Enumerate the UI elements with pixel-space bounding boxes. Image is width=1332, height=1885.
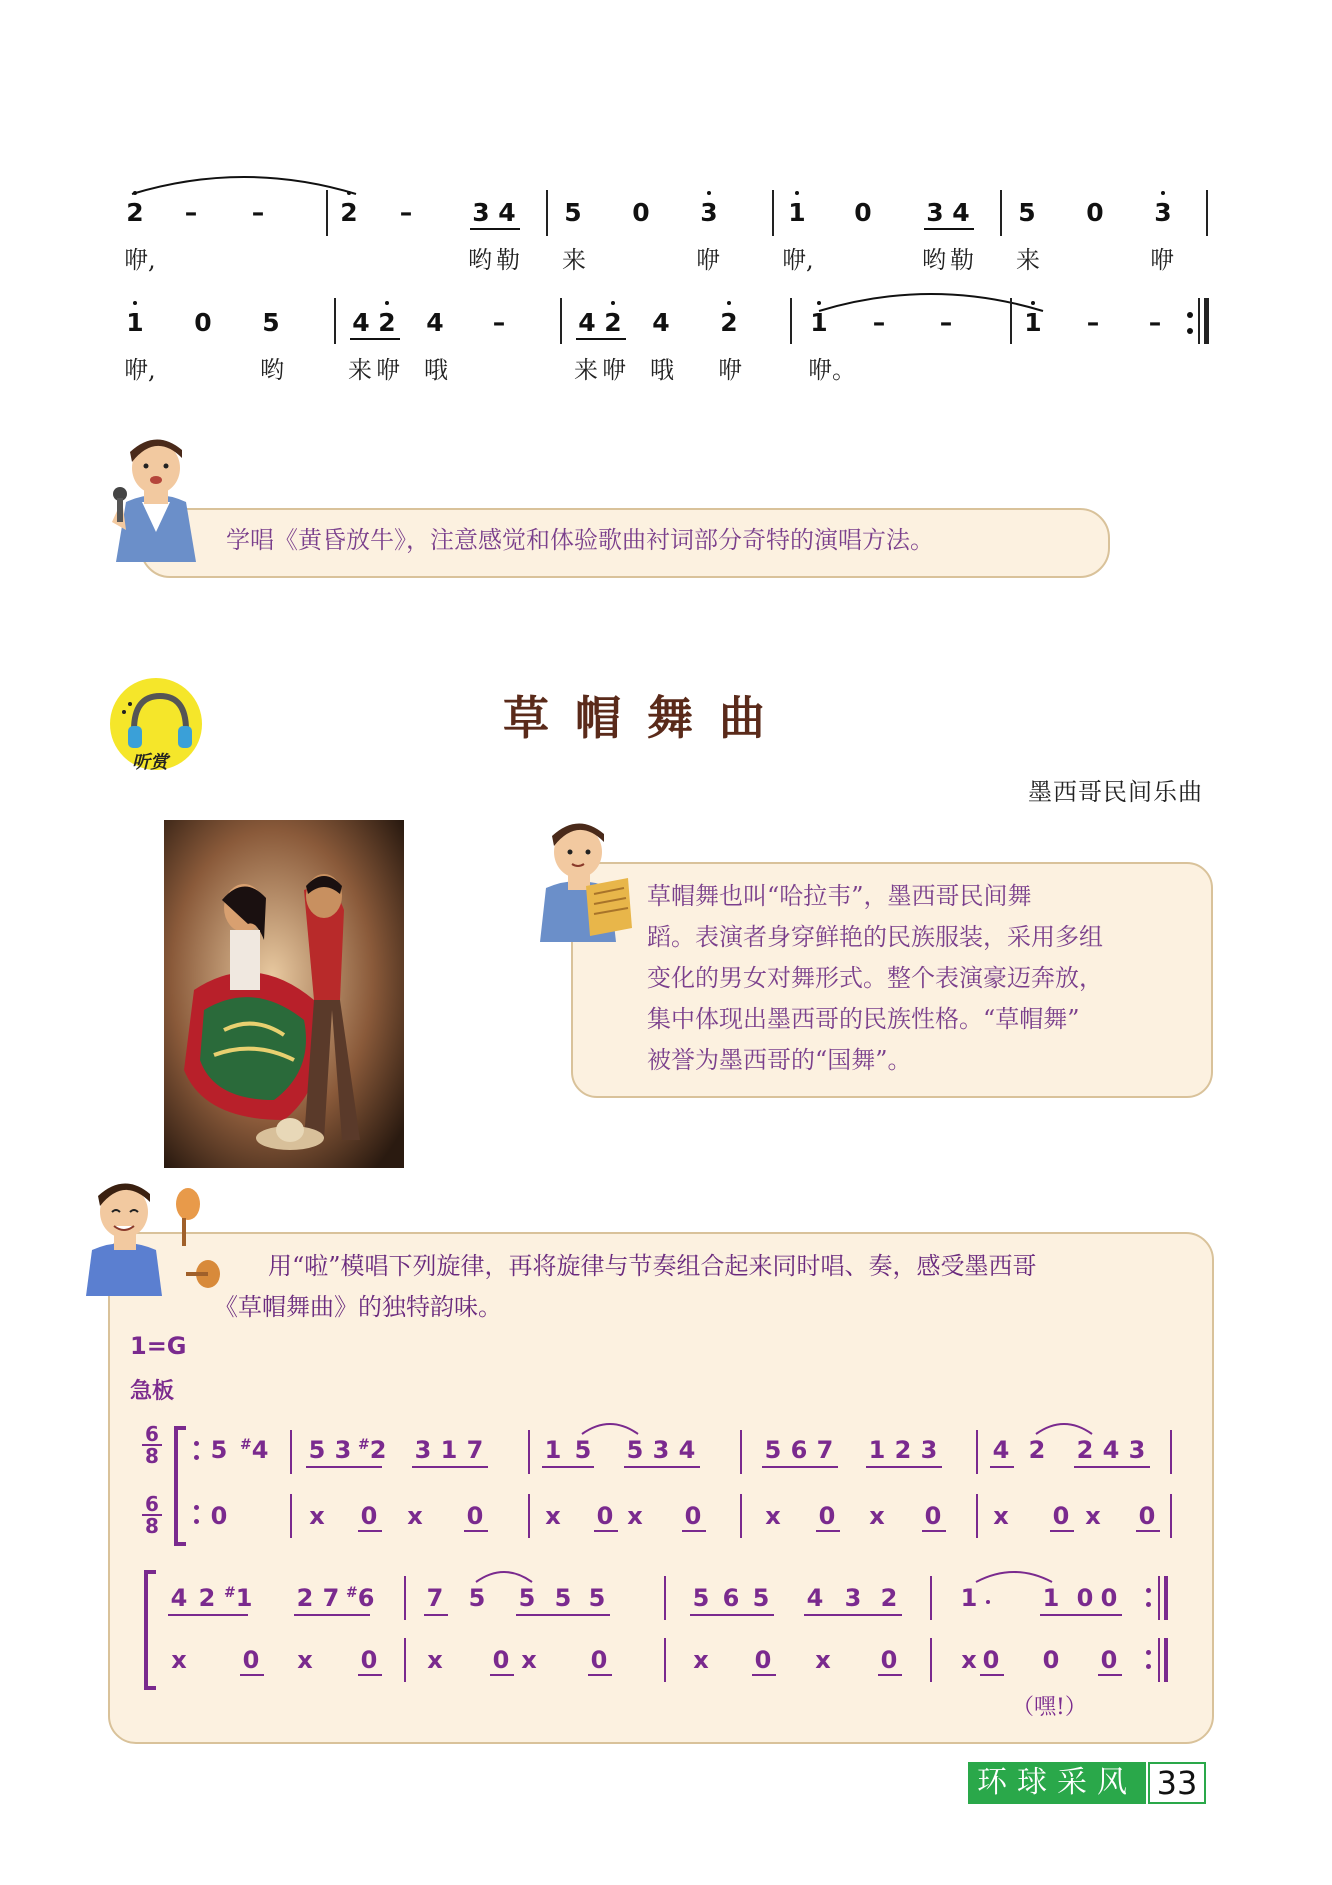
info-line: 集中体现出墨西哥的民族性格。“草帽舞” — [647, 1005, 1080, 1033]
listen-badge-label: 听赏 — [132, 752, 168, 773]
beam — [682, 1530, 706, 1532]
note-dot — [385, 301, 389, 305]
beam — [294, 1614, 370, 1616]
note: 1 — [810, 308, 828, 337]
note: – — [492, 308, 506, 337]
note: x — [545, 1502, 561, 1530]
beam — [576, 338, 626, 340]
lyric: 来咿 — [574, 356, 630, 384]
lyric: 咿 — [696, 246, 720, 274]
note: 0 — [982, 1646, 1000, 1674]
lyric: 咿 — [718, 356, 742, 384]
note: 1 — [960, 1584, 978, 1612]
repeat-dot — [194, 1505, 199, 1510]
beam — [490, 1674, 514, 1676]
note: 0 — [1086, 198, 1104, 227]
repeat-dot — [1146, 1588, 1151, 1593]
info-line: 蹈。表演者身穿鲜艳的民族服装，采用多组 — [647, 923, 1103, 951]
beam — [470, 228, 520, 230]
note: – — [939, 308, 953, 337]
barline — [1158, 1576, 1160, 1620]
repeat-dot — [194, 1519, 199, 1524]
beam — [350, 338, 400, 340]
tie — [580, 1418, 640, 1436]
info-line: 草帽舞也叫“哈拉韦”，墨西哥民间舞 — [647, 882, 1032, 910]
barline — [1170, 1494, 1172, 1538]
beam — [412, 1466, 488, 1468]
final-barline — [1204, 298, 1209, 344]
barline — [740, 1494, 742, 1538]
note: 5 — [1018, 198, 1036, 227]
note-dot — [817, 301, 821, 305]
final-barline — [1164, 1638, 1168, 1682]
beam — [424, 1614, 448, 1616]
note: 0 — [854, 198, 872, 227]
note: 2 — [1028, 1436, 1046, 1464]
note: – — [872, 308, 886, 337]
note: 0 — [924, 1502, 942, 1530]
time-denominator: 8 — [145, 1514, 159, 1538]
note: 5 — [554, 1584, 572, 1612]
note: 2 — [604, 308, 622, 337]
note: 0 — [360, 1502, 378, 1530]
note-dot — [795, 191, 799, 195]
note: 2 — [378, 308, 396, 337]
note: 0 — [360, 1646, 378, 1674]
boy-reading-illustration — [532, 812, 632, 942]
repeat-dot — [1146, 1650, 1151, 1655]
note: 3 — [414, 1436, 432, 1464]
note: 5 — [564, 198, 582, 227]
barline — [560, 298, 562, 344]
note: 3 — [926, 198, 944, 227]
lyric: 咿, — [124, 246, 156, 274]
note: 0 — [492, 1646, 510, 1674]
beam — [1136, 1530, 1160, 1532]
lyric: 哟勒 — [468, 246, 524, 274]
beam — [816, 1530, 840, 1532]
note: 3 — [920, 1436, 938, 1464]
note: x — [297, 1646, 313, 1674]
barline — [790, 298, 792, 344]
note: #1 — [224, 1584, 253, 1612]
note: 4 — [426, 308, 444, 337]
tempo-marking: 急板 — [130, 1379, 175, 1404]
note: x — [765, 1502, 781, 1530]
note: 5 — [210, 1436, 228, 1464]
note: 7 — [816, 1436, 834, 1464]
note: 3 — [700, 198, 718, 227]
piece-title: 草帽舞曲 — [503, 691, 791, 745]
repeat-dot — [194, 1441, 199, 1446]
beam — [542, 1466, 594, 1468]
time-signature-rhythm — [142, 1494, 162, 1536]
note-dot — [1161, 191, 1165, 195]
note: #2 — [358, 1436, 387, 1464]
barline — [404, 1576, 406, 1620]
note-dot — [707, 191, 711, 195]
time-signature-melody — [142, 1424, 162, 1466]
note: 0 — [210, 1502, 228, 1530]
note-dot — [611, 301, 615, 305]
note: 0 — [194, 308, 212, 337]
barline — [290, 1430, 292, 1474]
beam — [980, 1674, 1004, 1676]
beam — [1098, 1674, 1122, 1676]
repeat-dot — [1187, 312, 1193, 318]
barline — [1198, 298, 1200, 344]
barline — [528, 1494, 530, 1538]
barline — [546, 190, 548, 236]
repeat-dot — [1187, 328, 1193, 334]
note: x — [627, 1502, 643, 1530]
note-dot — [133, 301, 137, 305]
final-barline — [1164, 1576, 1168, 1620]
boy-maracas-illustration — [72, 1176, 222, 1296]
lyric: 来咿 — [348, 356, 404, 384]
note: 2 — [126, 198, 144, 227]
lyric: 哟勒 — [922, 246, 978, 274]
note: 2 — [720, 308, 738, 337]
note: 2 — [894, 1436, 912, 1464]
tie — [974, 1566, 1054, 1584]
note: 5 — [468, 1584, 486, 1612]
exercise-instruction: 用“啦”模唱下列旋律，再将旋律与节奏组合起来同时唱、奏，感受墨西哥 — [268, 1252, 1037, 1280]
barline — [1170, 1430, 1172, 1474]
barline — [976, 1430, 978, 1474]
beam — [804, 1614, 902, 1616]
beam — [690, 1614, 774, 1616]
note: 3 — [1154, 198, 1172, 227]
note: 0 — [1100, 1646, 1118, 1674]
system-bracket — [172, 1426, 192, 1546]
note: 4 — [952, 198, 970, 227]
lyric: 哟 — [260, 356, 284, 384]
note: x — [693, 1646, 709, 1674]
beam — [878, 1674, 902, 1676]
barline — [326, 190, 328, 236]
repeat-dot — [1146, 1664, 1151, 1669]
note: 4 — [678, 1436, 696, 1464]
chapter-label: 环球采风 — [968, 1762, 1146, 1804]
info-line: 变化的男女对舞形式。整个表演豪迈奔放， — [647, 964, 1103, 992]
note: 0 — [818, 1502, 836, 1530]
note: 4 — [1102, 1436, 1120, 1464]
barline — [664, 1638, 666, 1682]
note: x — [427, 1646, 443, 1674]
lyric: 咿, — [782, 246, 814, 274]
note: 5 — [692, 1584, 710, 1612]
note: 5 — [262, 308, 280, 337]
exercise-instruction: 《草帽舞曲》的独特韵味。 — [214, 1293, 502, 1321]
note: x — [869, 1502, 885, 1530]
lyric: 来 — [562, 246, 586, 274]
note: 2 — [880, 1584, 898, 1612]
barline — [976, 1494, 978, 1538]
note: 0 — [466, 1502, 484, 1530]
note: 2 — [198, 1584, 216, 1612]
barline — [334, 298, 336, 344]
note: – — [184, 198, 198, 227]
page-number: 33 — [1148, 1762, 1206, 1804]
note: 3 — [472, 198, 490, 227]
piece-origin: 墨西哥民间乐曲 — [1028, 778, 1203, 806]
note: 4 — [992, 1436, 1010, 1464]
key-signature: 1=G — [130, 1332, 187, 1360]
note: x — [1085, 1502, 1101, 1530]
note: 2 — [1076, 1436, 1094, 1464]
note: 0 — [880, 1646, 898, 1674]
note-dot — [1031, 301, 1035, 305]
note: 1 — [544, 1436, 562, 1464]
barline — [664, 1576, 666, 1620]
time-numerator: 6 — [145, 1422, 159, 1446]
lyric: 咿, — [124, 356, 156, 384]
barline — [528, 1430, 530, 1474]
beam — [1050, 1530, 1074, 1532]
barline — [740, 1430, 742, 1474]
note: 3 — [844, 1584, 862, 1612]
beam — [866, 1466, 942, 1468]
shout-annotation: （嘿!） — [1012, 1695, 1087, 1720]
note: 0 — [754, 1646, 772, 1674]
note: 1 — [868, 1436, 886, 1464]
note: 0 — [1042, 1646, 1060, 1674]
beam — [1040, 1614, 1122, 1616]
note: 4 — [806, 1584, 824, 1612]
lyric: 咿 — [1150, 246, 1174, 274]
beam — [240, 1674, 264, 1676]
note: 0 — [242, 1646, 260, 1674]
beam — [358, 1674, 382, 1676]
note: 3 — [652, 1436, 670, 1464]
note: 0 — [1138, 1502, 1156, 1530]
info-line: 被誉为墨西哥的“国舞”。 — [647, 1046, 912, 1074]
beam — [1074, 1466, 1150, 1468]
repeat-dot — [1146, 1602, 1151, 1607]
barline — [404, 1638, 406, 1682]
note: x — [171, 1646, 187, 1674]
beam — [516, 1614, 610, 1616]
beam — [752, 1674, 776, 1676]
beam — [922, 1530, 946, 1532]
repeat-dot — [194, 1455, 199, 1460]
note: 5 — [308, 1436, 326, 1464]
note: 1 — [126, 308, 144, 337]
note-dot — [347, 191, 351, 195]
note: – — [1086, 308, 1100, 337]
note: 0 — [1076, 1584, 1094, 1612]
note: 4 — [578, 308, 596, 337]
note: x — [407, 1502, 423, 1530]
note: x — [815, 1646, 831, 1674]
beam — [306, 1466, 382, 1468]
note: 5 — [752, 1584, 770, 1612]
note: #4 — [240, 1436, 269, 1464]
lyric: 来 — [1016, 246, 1040, 274]
barline — [290, 1494, 292, 1538]
note: 2 — [340, 198, 358, 227]
note: 0 — [1100, 1584, 1118, 1612]
note-dot — [727, 301, 731, 305]
barline — [1206, 190, 1208, 236]
note: 1 — [1042, 1584, 1060, 1612]
note: 4 — [498, 198, 516, 227]
note: 3 — [334, 1436, 352, 1464]
beam — [990, 1466, 1014, 1468]
note: 5 — [518, 1584, 536, 1612]
lyric: 哦 — [650, 356, 674, 384]
lyric: 哦 — [424, 356, 448, 384]
note: 0 — [632, 198, 650, 227]
note: 4 — [170, 1584, 188, 1612]
note: x — [961, 1646, 977, 1674]
note: – — [251, 198, 265, 227]
barline — [930, 1638, 932, 1682]
note: 1 — [1024, 308, 1042, 337]
note: 7 — [322, 1584, 340, 1612]
barline — [1158, 1638, 1160, 1682]
note: 5 — [588, 1584, 606, 1612]
note: x — [309, 1502, 325, 1530]
boy-singing-illustration — [104, 432, 208, 562]
note: x — [993, 1502, 1009, 1530]
time-denominator: 8 — [145, 1444, 159, 1468]
note: 7 — [426, 1584, 444, 1612]
note: 4 — [352, 308, 370, 337]
note: 4 — [652, 308, 670, 337]
dance-painting-image — [164, 820, 404, 1168]
beam — [924, 228, 974, 230]
slur — [815, 283, 1047, 313]
note-dot — [133, 191, 137, 195]
barline — [930, 1576, 932, 1620]
beam — [168, 1614, 248, 1616]
note: 6 — [790, 1436, 808, 1464]
time-numerator: 6 — [145, 1492, 159, 1516]
note: – — [399, 198, 413, 227]
note: 5 — [626, 1436, 644, 1464]
note: 3 — [1128, 1436, 1146, 1464]
note: 0 — [590, 1646, 608, 1674]
tie — [474, 1566, 534, 1584]
note: 7 — [466, 1436, 484, 1464]
beam — [464, 1530, 488, 1532]
beam — [358, 1530, 382, 1532]
augmentation-dot — [986, 1600, 990, 1604]
tip-text: 学唱《黄昏放牛》，注意感觉和体验歌曲衬词部分奇特的演唱方法。 — [226, 526, 934, 554]
note: 1 — [788, 198, 806, 227]
barline — [1010, 298, 1012, 344]
note: x — [521, 1646, 537, 1674]
system-bracket — [142, 1570, 162, 1690]
note: – — [1148, 308, 1162, 337]
note: 1 — [440, 1436, 458, 1464]
note: 2 — [296, 1584, 314, 1612]
barline — [772, 190, 774, 236]
beam — [762, 1466, 838, 1468]
beam — [588, 1674, 612, 1676]
note: 0 — [1052, 1502, 1070, 1530]
beam — [594, 1530, 618, 1532]
note: #6 — [346, 1584, 375, 1612]
lyric: 咿。 — [808, 356, 856, 384]
note: 0 — [684, 1502, 702, 1530]
note: 5 — [574, 1436, 592, 1464]
note: 6 — [722, 1584, 740, 1612]
note: 5 — [764, 1436, 782, 1464]
barline — [1000, 190, 1002, 236]
tie — [1034, 1418, 1094, 1436]
note: 0 — [596, 1502, 614, 1530]
beam — [624, 1466, 700, 1468]
